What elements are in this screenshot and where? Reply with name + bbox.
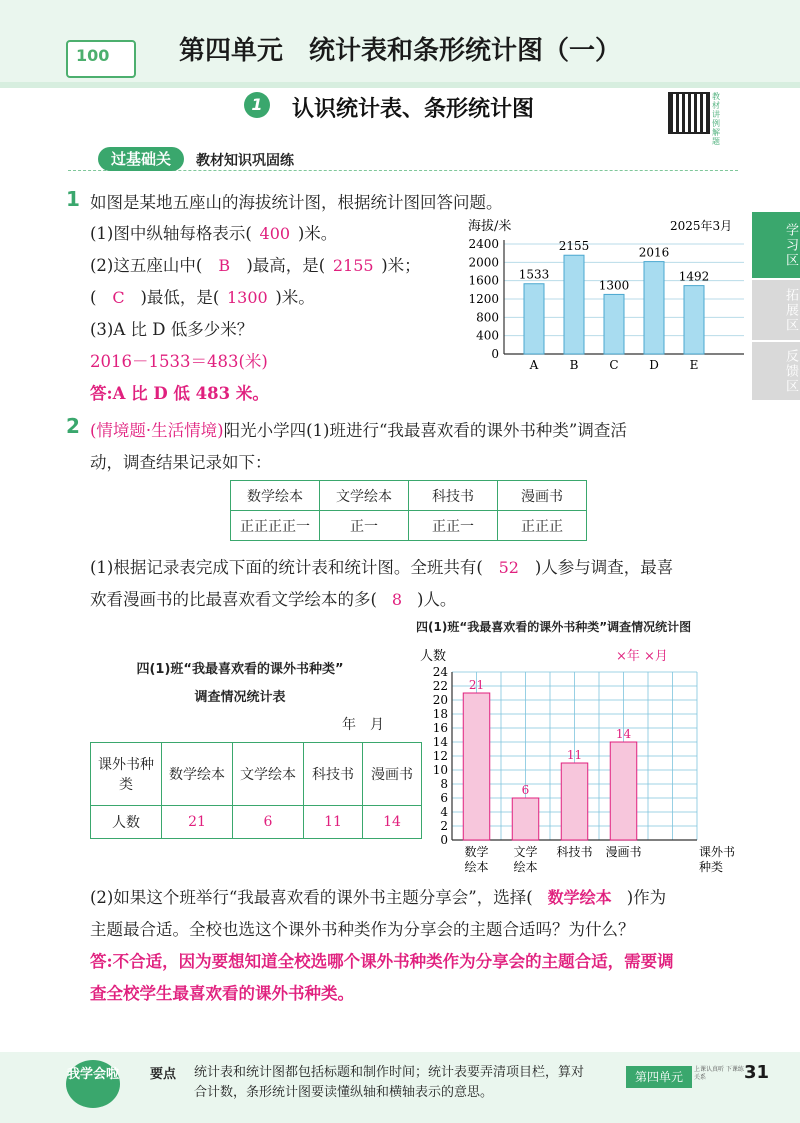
chart1-ytick: 400 (476, 328, 499, 343)
tally-marks: 正一 (320, 511, 409, 541)
learned-bubble: 我学会啦 (66, 1060, 120, 1108)
unit-title: 第四单元 统计表和条形统计图（一） (178, 36, 621, 66)
chart2-ytick: 24 (432, 665, 448, 679)
chart2-bar (512, 798, 539, 840)
chart2-data-label: 11 (566, 748, 583, 762)
tab-extend[interactable]: 拓展区 (752, 280, 800, 340)
chart2-ytick: 6 (440, 791, 448, 805)
chart2-ytick: 12 (432, 749, 448, 763)
q1-part2-lowest: ( C )最低，是( 1300 )米。 (90, 288, 315, 307)
tab-study[interactable]: 学习区 (752, 212, 800, 278)
tally-header: 数学绘本 (231, 481, 320, 511)
chart1-ytick: 1200 (468, 292, 499, 306)
stats-table-title-line1: 四(1)班“我最喜欢看的课外书种类” (136, 662, 344, 677)
tally-header: 文学绘本 (320, 481, 409, 511)
footer-slogan: 上课认真听 下课练关系 (694, 1066, 744, 1081)
stats-table-date: 年 月 (342, 717, 384, 733)
tally-marks: 正正一 (409, 511, 498, 541)
q1-lowest-answer-height: 1300 (226, 288, 268, 307)
chart2-xtick: 绘本 (513, 860, 538, 874)
chart1-data-label: 2155 (558, 239, 590, 254)
q1-part2-answer-mountain: B (218, 256, 231, 275)
chart2-ytick: 2 (440, 819, 448, 833)
chart2-data-label: 14 (615, 727, 632, 741)
chart2-bar (463, 693, 490, 840)
stats-table-head-first: 课外书种类 (91, 743, 162, 806)
stats-table-head: 文学绘本 (233, 743, 304, 806)
chart1-xtick: D (649, 358, 659, 372)
tab-feedback[interactable]: 反馈区 (752, 342, 800, 400)
q2-difference-answer: 8 (391, 590, 403, 609)
tally-marks: 正正正 (498, 511, 587, 541)
chart1-xtick: C (609, 358, 619, 372)
chart2-xlabel: 课外书 (699, 845, 736, 859)
chart2-bar (561, 763, 588, 840)
stats-table-head: 数学绘本 (162, 743, 233, 806)
q2-part2-answer: 数学绘本 (547, 888, 612, 907)
chart1-bar (684, 286, 704, 354)
q1-part2-answer-height: 2155 (332, 256, 374, 275)
chart1-bar (604, 294, 624, 354)
tally-record-table (230, 480, 587, 541)
lesson-title: 认识统计表、条形统计图 (292, 97, 535, 122)
chart2-ytick: 22 (432, 679, 448, 693)
qr-label: 教材讲例解题 (712, 92, 720, 146)
chart2-ytick: 0 (440, 833, 448, 847)
q1-calculation: 2016－1533＝483(米) (90, 352, 268, 371)
q2-part2-line2: 主题最合适。全校也选这个课外书种类作为分享会的主题合适吗？为什么？ (90, 920, 635, 939)
chart1-bar (564, 255, 584, 354)
question-2-stem-line2: 动，调查结果记录如下： (90, 453, 272, 472)
stats-table-value: 14 (363, 806, 422, 839)
chart2-bar (610, 742, 637, 840)
chart2-title: 四(1)班“我最喜欢看的课外书种类”调查情况统计图 (416, 620, 692, 634)
section-badge: 过基础关 (98, 147, 184, 171)
chart1-ytick: 1600 (468, 273, 499, 288)
q1-lowest-answer-mountain: C (112, 288, 125, 307)
chart2-ytick: 4 (440, 805, 448, 819)
q1-part1: (1)图中纵轴每格表示( 400 )米。 (90, 224, 338, 243)
chart1-ytick: 0 (491, 347, 499, 361)
chart1-data-label: 1492 (678, 269, 710, 284)
chart2-ytick: 20 (432, 693, 448, 707)
chart2-xtick: 科技书 (556, 845, 593, 859)
header-divider (0, 82, 800, 88)
chart1-data-label: 1533 (518, 267, 550, 282)
question-1-number: 1 (66, 187, 80, 211)
question-2-tag: (情境题·生活情境) (90, 421, 224, 440)
chart1-xtick: A (529, 358, 539, 372)
tally-header: 科技书 (409, 481, 498, 511)
page-number: 31 (744, 1062, 770, 1083)
chart1-bar (524, 284, 544, 354)
chart2-ytick: 10 (432, 763, 448, 777)
chart2-xtick: 文学 (513, 845, 538, 859)
q2-answer-line1: 答:不合适，因为要想知道全校选哪个课外书种类作为分享会的主题合适，需要调 (90, 952, 674, 971)
chart2-data-label: 21 (468, 678, 485, 692)
chart1-ytick: 800 (476, 310, 499, 325)
stats-table-head: 科技书 (304, 743, 363, 806)
chart2-xtick: 漫画书 (605, 845, 642, 859)
chart1-date: 2025年3月 (670, 219, 733, 233)
chart2-ylabel: 人数 (420, 649, 447, 664)
chart1-xtick: B (569, 358, 579, 372)
chart2-ytick: 16 (432, 721, 448, 735)
chart2-data-label: 6 (521, 783, 530, 797)
tip-label: 要点 (150, 1067, 177, 1082)
question-1-stem: 如图是某地五座山的海拔统计图，根据统计图回答问题。 (90, 193, 503, 212)
q2-part1-line1: (1)根据记录表完成下面的统计表和统计图。全班共有( 52 )人参与调查，最喜 (90, 558, 674, 577)
mountain-altitude-chart (460, 214, 750, 380)
q2-part2-line1: (2)如果这个班举行“我最喜欢看的课外书主题分享会”，选择( 数学绘本 )作为 (90, 884, 666, 908)
stats-table (90, 742, 422, 839)
q1-part2: (2)这五座山中( B )最高，是( 2155 )米； (90, 256, 421, 275)
footer-unit-label: 第四单元 (626, 1066, 692, 1088)
lesson-number-badge: 1 (244, 92, 270, 118)
q1-part1-answer: 400 (259, 224, 291, 243)
book-type-bar-chart (420, 640, 740, 880)
chart2-xtick: 数学 (464, 845, 489, 859)
chart2-ytick: 8 (440, 777, 448, 791)
stats-table-head: 漫画书 (363, 743, 422, 806)
chart1-bar (644, 262, 664, 354)
chart1-data-label: 2016 (638, 245, 670, 260)
chart2-xlabel: 种类 (699, 860, 724, 874)
stats-table-row-label: 人数 (91, 806, 162, 839)
chart1-ytick: 2000 (468, 255, 499, 270)
chart2-date: ×年 ×月 (616, 649, 668, 664)
chart2-ytick: 14 (432, 735, 448, 749)
chart1-data-label: 1300 (598, 278, 630, 293)
q1-answer: 答:A 比 D 低 483 米。 (90, 384, 269, 403)
stats-table-value: 21 (162, 806, 233, 839)
q2-total-answer: 52 (498, 558, 519, 577)
chart1-ylabel: 海拔/米 (468, 219, 512, 234)
book-logo: 100 (66, 40, 136, 78)
chart1-ytick: 2400 (468, 237, 499, 251)
tip-text: 统计表和统计图都包括标题和制作时间；统计表要弄清项目栏，算对 合计数，条形统计图要读懂纵轴和横轴表示的意思。 (194, 1065, 585, 1100)
stats-table-value: 6 (233, 806, 304, 839)
question-2-stem-line1: (情境题·生活情境)阳光小学四(1)班进行“我最喜欢看的课外书种类”调查活 (90, 421, 627, 440)
chart2-xtick: 绘本 (464, 860, 489, 874)
tally-header: 漫画书 (498, 481, 587, 511)
question-2-number: 2 (66, 414, 80, 438)
section-subtitle: 教材知识巩固练 (196, 153, 294, 169)
q1-part3: (3)A 比 D 低多少米？ (90, 320, 254, 339)
tally-marks: 正正正正一 (231, 511, 320, 541)
q2-answer-line2: 查全校学生最喜欢看的课外书种类。 (90, 984, 354, 1003)
stats-table-title-line2: 调查情况统计表 (194, 690, 286, 705)
q2-part1-line2: 欢看漫画书的比最喜欢看文学绘本的多( 8 )人。 (90, 590, 457, 609)
stats-table-value: 11 (304, 806, 363, 839)
chart2-ytick: 18 (432, 707, 448, 721)
qr-code-icon[interactable] (668, 92, 710, 134)
chart1-xtick: E (689, 358, 699, 372)
